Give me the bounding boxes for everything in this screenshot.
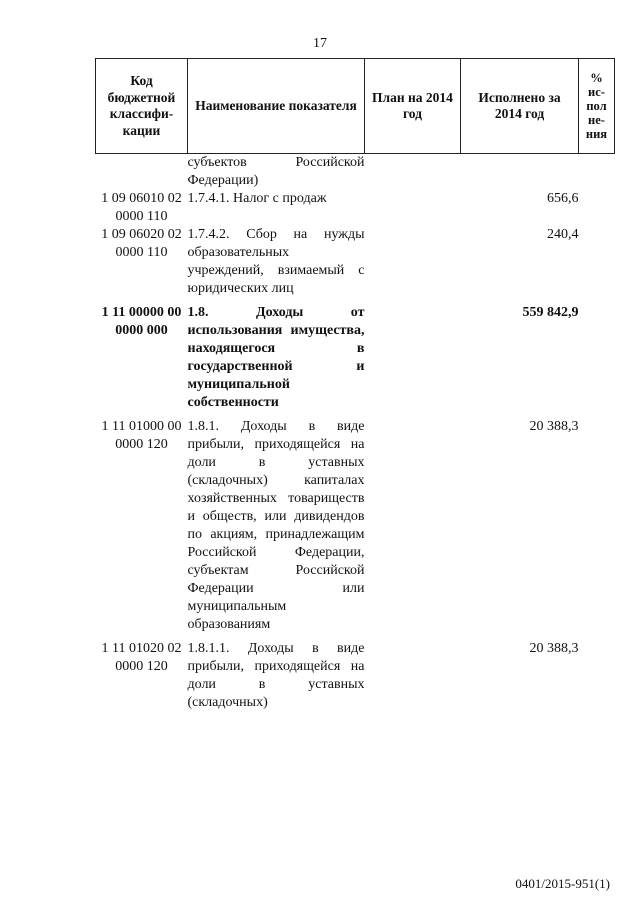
table-row [96,190,615,226]
row-executed: 559 842,9 [522,305,579,320]
page-number: 17 [313,36,327,51]
row-percent [579,190,615,226]
row-percent [579,418,615,640]
document-code: 0401/2015-951(1) [515,876,610,891]
row-executed: 240,4 [547,227,579,242]
row-plan [365,640,461,712]
row-percent [579,226,615,304]
row-executed: 20 388,3 [529,419,579,434]
row-plan [365,418,461,640]
continuation-row [96,154,615,191]
header-name: Наименование показателя [188,59,365,154]
table-row [96,226,615,304]
row-name: 1.8.1. Доходы в виде прибыли, приходящейся на доли в уставных (складочных) капиталах хозяйственных товариществ и обществ, или дивидендов по акциям, принадлежащим Российской Федерации, субъектам Российской Федерации или муниципальным образованиям [187,419,365,632]
row-name: 1.8. Доходы от использования имущества, находящегося в государственной и муниципальной собственности [187,305,365,410]
row-code: 1 09 06020 02 0000 110 [101,227,182,260]
row-executed: 20 388,3 [529,641,579,656]
row-code: 1 11 01020 02 0000 120 [101,641,182,674]
table-row [96,418,615,640]
row-code: 1 09 06010 02 0000 110 [101,191,182,224]
header-executed: Исполнено за 2014 год [461,59,579,154]
table-row [96,640,615,712]
row-percent [579,640,615,712]
header-plan: План на 2014 год [365,59,461,154]
row-executed: 656,6 [547,191,579,206]
row-plan [365,304,461,418]
continuation-text: субъектов Российской Федерации) [187,155,365,188]
table-header-row [96,59,615,154]
row-code: 1 11 01000 00 0000 120 [101,419,182,452]
continuation-code-cell [96,154,188,191]
row-percent [579,304,615,418]
row-name: 1.7.4.2. Сбор на нужды образовательных учреждений, взимаемый с юридических лиц [187,227,365,296]
row-name: 1.8.1.1. Доходы в виде прибыли, приходящейся на доли в уставных (складочных) [187,641,365,710]
budget-table [95,58,615,712]
row-name: 1.7.4.1. Налог с продаж [187,191,327,206]
header-percent: % ис-пол не-ния [579,59,615,154]
row-code: 1 11 00000 00 0000 000 [101,305,182,338]
header-code: Код бюджетной классифи-кации [96,59,188,154]
row-plan [365,190,461,226]
row-plan [365,226,461,304]
table-row [96,304,615,418]
